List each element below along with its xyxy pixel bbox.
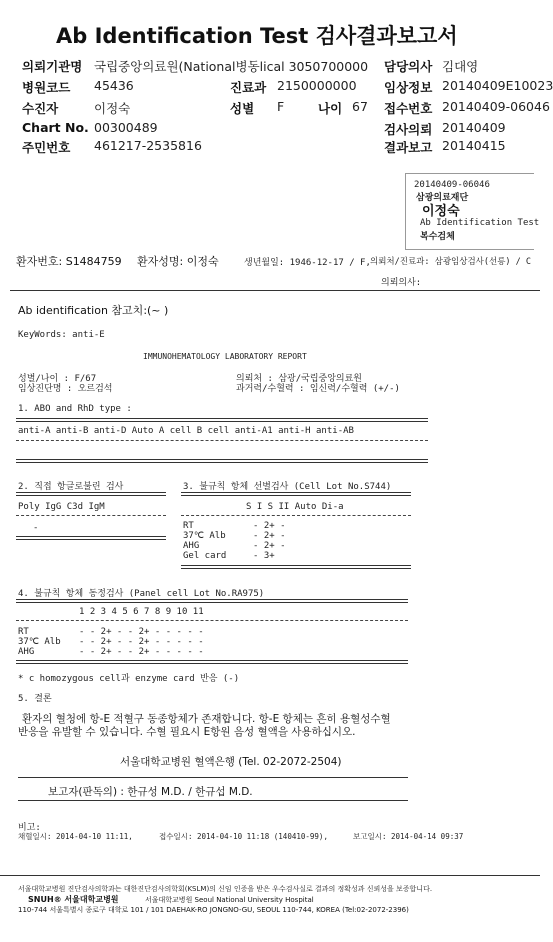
snuh-logo: SNUH® 서울대학교병원: [28, 895, 119, 904]
rrn-value: 461217-2535816: [94, 138, 202, 153]
diagnosis: 임상진단명 : 오르검석: [18, 384, 113, 394]
divider: [16, 536, 166, 540]
institution-value: 국립중앙의료원(National병동lical 3050700000: [94, 59, 369, 74]
section-1-title: 1. ABO and RhD type :: [18, 404, 132, 414]
panel-row-label: RT: [18, 627, 29, 637]
sticker-line1: 20140409-06046: [414, 180, 490, 190]
age-value: 67: [352, 99, 368, 114]
screen-row-values: - 2+ -: [253, 521, 286, 531]
sticker-line5: 복수검체: [420, 232, 455, 242]
conclusion-line-1: 환자의 혈청에 항-E 적혈구 동종항체가 존재합니다. 항-E 항체는 흔히 용혈성수혈: [22, 713, 391, 725]
divider: [18, 777, 408, 778]
hospital-code-value: 45436: [94, 78, 134, 93]
divider: [181, 565, 411, 569]
institution-label: 의뢰기관명: [22, 59, 83, 74]
screen-row-label: 37℃ Alb: [183, 531, 226, 541]
section-2-title: 2. 직접 항글로불린 검사: [18, 482, 124, 492]
panel-row-label: 37℃ Alb: [18, 637, 61, 647]
remark-label: 비고:: [18, 823, 41, 833]
panel-row-values: - - 2+ - - 2+ - - - - -: [79, 627, 204, 637]
sex-value: F: [277, 99, 285, 114]
divider: [16, 459, 428, 463]
receipt-value: 20140409-06046: [442, 99, 550, 114]
divider: [16, 492, 166, 496]
keywords: KeyWords: anti-E: [18, 330, 105, 340]
panel-row-values: - - 2+ - - 2+ - - - - -: [79, 637, 204, 647]
sticker-name: 이정숙: [422, 204, 460, 219]
sex-age: 성별/나이 : F/67: [18, 374, 97, 384]
recipient-value: 이정숙: [94, 101, 131, 116]
divider: [16, 515, 166, 516]
screen-row-label: RT: [183, 521, 194, 531]
report-title: Ab Identification Test 검사결과보고서: [56, 24, 458, 48]
abo-headers: anti-A anti-B anti-D Auto A cell B cell anti-A1 anti-H anti-AB: [18, 426, 354, 436]
divider: [16, 660, 408, 664]
hospital-code-label: 병원코드: [22, 80, 71, 95]
request-date-value: 20140409: [442, 120, 506, 135]
dept-label: 진료과: [230, 80, 267, 95]
blood-bank: 서울대학교병원 혈액은행 (Tel. 02-2072-2504): [120, 756, 342, 768]
section-5-title: 5. 결론: [18, 694, 52, 704]
transfusion-history: 과거력/수혈력 : 임신력/수혈력 (+/-): [236, 384, 400, 394]
divider: [16, 440, 428, 441]
divider: [10, 290, 540, 291]
divider: [16, 620, 408, 621]
conclusion-line-2: 반응을 유발할 수 있습니다. 수혈 필요시 E항원 음성 혈액을 사용하십시오.: [18, 726, 356, 738]
dept-value: 2150000000: [277, 78, 357, 93]
sticker-test: Ab Identification Test: [420, 218, 540, 228]
divider: [181, 492, 411, 496]
receipt-label: 접수번호: [384, 101, 433, 116]
section-3-title: 3. 불규칙 항체 선별검사 (Cell Lot No.S744): [183, 482, 392, 492]
screen-row-label: AHG: [183, 541, 200, 551]
screen-row-values: - 2+ -: [253, 531, 286, 541]
divider: [0, 875, 540, 876]
patient-requester: 의뢰처/진료과: 삼광임상검사(선릉) / C: [370, 257, 532, 267]
certification-note: 서울대학교병원 진단검사의학과는 대한진단검사의학회(KSLM)의 신임 인증을 받은 우수검사실로 결과의 정확성과 신뢰성을 보증합니다.: [18, 885, 433, 893]
requesting-doctor: 의뢰의사:: [381, 278, 422, 288]
report-datetime: 보고일시: 2014-04-14 09:37: [353, 832, 464, 841]
screen-row-values: - 3+: [253, 551, 275, 561]
clinical-label: 임상정보: [384, 80, 433, 95]
report-date-label: 결과보고: [384, 140, 433, 155]
dat-values: -: [33, 523, 39, 533]
collection-datetime: 채혈일시: 2014-04-10 11:11,: [18, 832, 133, 841]
dat-headers: Poly IgG C3d IgM: [18, 502, 105, 512]
sex-label: 성별: [230, 101, 255, 116]
patient-id: 환자번호: S1484759: [16, 255, 122, 268]
patient-dob: 생년월일: 1946-12-17 / F,: [244, 258, 371, 268]
specimen-sticker: [405, 173, 540, 250]
section-4-title: 4. 불규칙 항체 동정검사 (Panel cell Lot No.RA975): [18, 589, 265, 599]
report-date-value: 20140415: [442, 138, 506, 153]
panel-row-label: AHG: [18, 647, 35, 657]
clinical-value: 20140409E10023: [442, 78, 553, 93]
sticker-line2: 삼광의료재단: [416, 193, 469, 203]
receipt-datetime: 접수일시: 2014-04-10 11:18 (140410-99),: [159, 832, 328, 841]
requester: 의뢰처 : 삼광/국립중앙의료원: [236, 374, 363, 384]
reporter: 보고자(판독의) : 한규성 M.D. / 한규섭 M.D.: [48, 786, 253, 798]
panel-headers: 1 2 3 4 5 6 7 8 9 10 11: [79, 607, 204, 617]
hospital-address: 110-744 서울특별시 종로구 대학로 101 / 101 DAEHAK-RO JONGNO-GU, SEOUL 110-744, KOREA (Tel:02-2072-2396): [18, 906, 409, 914]
hospital-name: 서울대학교병원 Seoul National University Hospital: [145, 896, 314, 904]
age-label: 나이: [318, 101, 343, 116]
divider: [181, 515, 411, 516]
panel-row-values: - - 2+ - - 2+ - - - - -: [79, 647, 204, 657]
divider: [16, 418, 428, 422]
reference-value: Ab identification 참고치:(~ ): [18, 304, 169, 317]
doctor-label: 담당의사: [384, 59, 433, 74]
divider: [18, 800, 408, 801]
screen-headers: S I S II Auto Di-a: [246, 502, 344, 512]
patient-name: 환자성명: 이정숙: [137, 255, 219, 268]
divider: [16, 599, 408, 603]
recipient-label: 수진자: [22, 101, 59, 116]
screen-row-values: - 2+ -: [253, 541, 286, 551]
chart-value: 00300489: [94, 120, 158, 135]
request-date-label: 검사의뢰: [384, 122, 433, 137]
screen-row-label: Gel card: [183, 551, 227, 561]
doctor-value: 김대영: [442, 59, 479, 74]
rrn-label: 주민번호: [22, 140, 71, 155]
panel-note: * c homozygous cell과 enzyme card 반응 (-): [18, 674, 240, 684]
lab-report-title: IMMUNOHEMATOLOGY LABORATORY REPORT: [143, 352, 307, 361]
chart-label: Chart No.: [22, 120, 89, 135]
